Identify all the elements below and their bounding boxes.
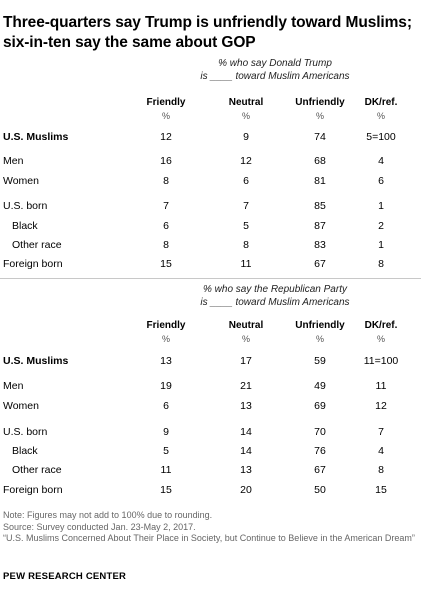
row-label: U.S. born	[3, 200, 48, 212]
table-row	[0, 380, 421, 396]
cell-friendly: 7	[163, 200, 169, 212]
table-row	[0, 200, 421, 216]
footer-source: Source: Survey conducted Jan. 23-May 2, 2017.	[3, 522, 196, 532]
cell-friendly: 12	[160, 131, 172, 143]
table1-header-line2: is ____ toward Muslim Americans	[200, 71, 350, 82]
pct-label: %	[161, 334, 170, 344]
footer-report-title: “U.S. Muslims Concerned About Their Place in Society, but Continue to Believe in the American Dream”	[3, 533, 415, 543]
table-row	[0, 239, 421, 255]
cell-friendly: 11	[160, 464, 172, 476]
cell-neutral: 17	[240, 355, 252, 367]
col-unfriendly: Unfriendly	[295, 97, 345, 108]
table-row	[0, 426, 421, 442]
cell-neutral: 11	[240, 258, 252, 270]
cell-unfriendly: 69	[314, 400, 326, 412]
cell-neutral: 20	[240, 484, 252, 496]
cell-dk-ref: 1	[378, 200, 384, 212]
cell-unfriendly: 49	[314, 380, 326, 392]
cell-unfriendly: 50	[314, 484, 326, 496]
row-label: Other race	[12, 239, 62, 251]
cell-unfriendly: 59	[314, 355, 326, 367]
col-friendly: Friendly	[146, 97, 186, 108]
table-row	[0, 355, 421, 371]
cell-dk-ref: 12	[375, 400, 387, 412]
cell-dk-ref: 8	[378, 464, 384, 476]
cell-neutral: 13	[240, 464, 252, 476]
col-neutral: Neutral	[228, 97, 264, 108]
table2-header-line2: is ____ toward Muslim Americans	[200, 297, 350, 308]
cell-unfriendly: 67	[314, 464, 326, 476]
col-unfriendly: Unfriendly	[295, 320, 345, 331]
cell-unfriendly: 85	[314, 200, 326, 212]
cell-unfriendly: 68	[314, 155, 326, 167]
table-row	[0, 258, 421, 274]
col-neutral: Neutral	[228, 320, 264, 331]
row-label: Foreign born	[3, 484, 63, 496]
cell-neutral: 6	[243, 175, 249, 187]
page-title: Three-quarters say Trump is unfriendly toward Muslims; six-in-ten say the same about GOP	[3, 14, 412, 51]
cell-friendly: 8	[163, 239, 169, 251]
cell-dk-ref: 5=100	[366, 131, 396, 143]
pct-label: %	[376, 111, 385, 121]
cell-dk-ref: 15	[375, 484, 387, 496]
cell-friendly: 19	[160, 380, 172, 392]
cell-neutral: 9	[243, 131, 249, 143]
cell-unfriendly: 83	[314, 239, 326, 251]
pct-label: %	[161, 111, 170, 121]
cell-friendly: 15	[160, 258, 172, 270]
cell-neutral: 13	[240, 400, 252, 412]
table-divider	[0, 278, 421, 279]
cell-dk-ref: 4	[378, 445, 384, 457]
cell-neutral: 5	[243, 220, 249, 232]
row-label: Women	[3, 400, 39, 412]
col-dk-ref: DK/ref.	[364, 320, 398, 331]
cell-neutral: 14	[240, 445, 252, 457]
pct-label: %	[315, 334, 324, 344]
cell-friendly: 6	[163, 400, 169, 412]
cell-unfriendly: 87	[314, 220, 326, 232]
row-label: Black	[12, 220, 38, 232]
footer-note: Note: Figures may not add to 100% due to rounding.	[3, 510, 213, 520]
cell-dk-ref: 11=100	[363, 355, 399, 367]
cell-unfriendly: 67	[314, 258, 326, 270]
cell-friendly: 8	[163, 175, 169, 187]
cell-unfriendly: 76	[314, 445, 326, 457]
cell-unfriendly: 74	[314, 131, 326, 143]
row-label: U.S. Muslims	[3, 355, 69, 367]
cell-friendly: 16	[160, 155, 172, 167]
cell-dk-ref: 8	[378, 258, 384, 270]
pct-label: %	[241, 334, 250, 344]
row-label: Men	[3, 380, 24, 392]
cell-unfriendly: 81	[314, 175, 326, 187]
cell-friendly: 9	[163, 426, 169, 438]
col-friendly: Friendly	[146, 320, 186, 331]
cell-dk-ref: 2	[378, 220, 384, 232]
cell-neutral: 14	[240, 426, 252, 438]
cell-dk-ref: 6	[378, 175, 384, 187]
row-label: Foreign born	[3, 258, 63, 270]
cell-dk-ref: 4	[378, 155, 384, 167]
table-row	[0, 464, 421, 480]
cell-friendly: 13	[160, 355, 172, 367]
row-label: Women	[3, 175, 39, 187]
cell-friendly: 5	[163, 445, 169, 457]
table-row	[0, 155, 421, 171]
pct-label: %	[315, 111, 324, 121]
cell-dk-ref: 11	[375, 380, 387, 392]
table1-header-line1: % who say Donald Trump	[218, 58, 332, 69]
col-dk-ref: DK/ref.	[364, 97, 398, 108]
table-row	[0, 400, 421, 416]
cell-dk-ref: 7	[378, 426, 384, 438]
cell-dk-ref: 1	[378, 239, 384, 251]
table-row	[0, 131, 421, 147]
table-row	[0, 220, 421, 236]
table-row	[0, 445, 421, 461]
table-row	[0, 484, 421, 500]
brand-logo-text: PEW RESEARCH CENTER	[3, 571, 127, 582]
row-label: U.S. born	[3, 426, 48, 438]
cell-neutral: 21	[240, 380, 252, 392]
cell-unfriendly: 70	[314, 426, 326, 438]
cell-neutral: 8	[243, 239, 249, 251]
row-label: U.S. Muslims	[3, 131, 69, 143]
row-label: Black	[12, 445, 38, 457]
pct-label: %	[376, 334, 385, 344]
cell-neutral: 12	[240, 155, 252, 167]
pct-label: %	[241, 111, 250, 121]
table2-header-line1: % who say the Republican Party	[203, 284, 347, 295]
row-label: Other race	[12, 464, 62, 476]
table-row	[0, 175, 421, 191]
cell-neutral: 7	[243, 200, 249, 212]
cell-friendly: 15	[160, 484, 172, 496]
row-label: Men	[3, 155, 24, 167]
cell-friendly: 6	[163, 220, 169, 232]
